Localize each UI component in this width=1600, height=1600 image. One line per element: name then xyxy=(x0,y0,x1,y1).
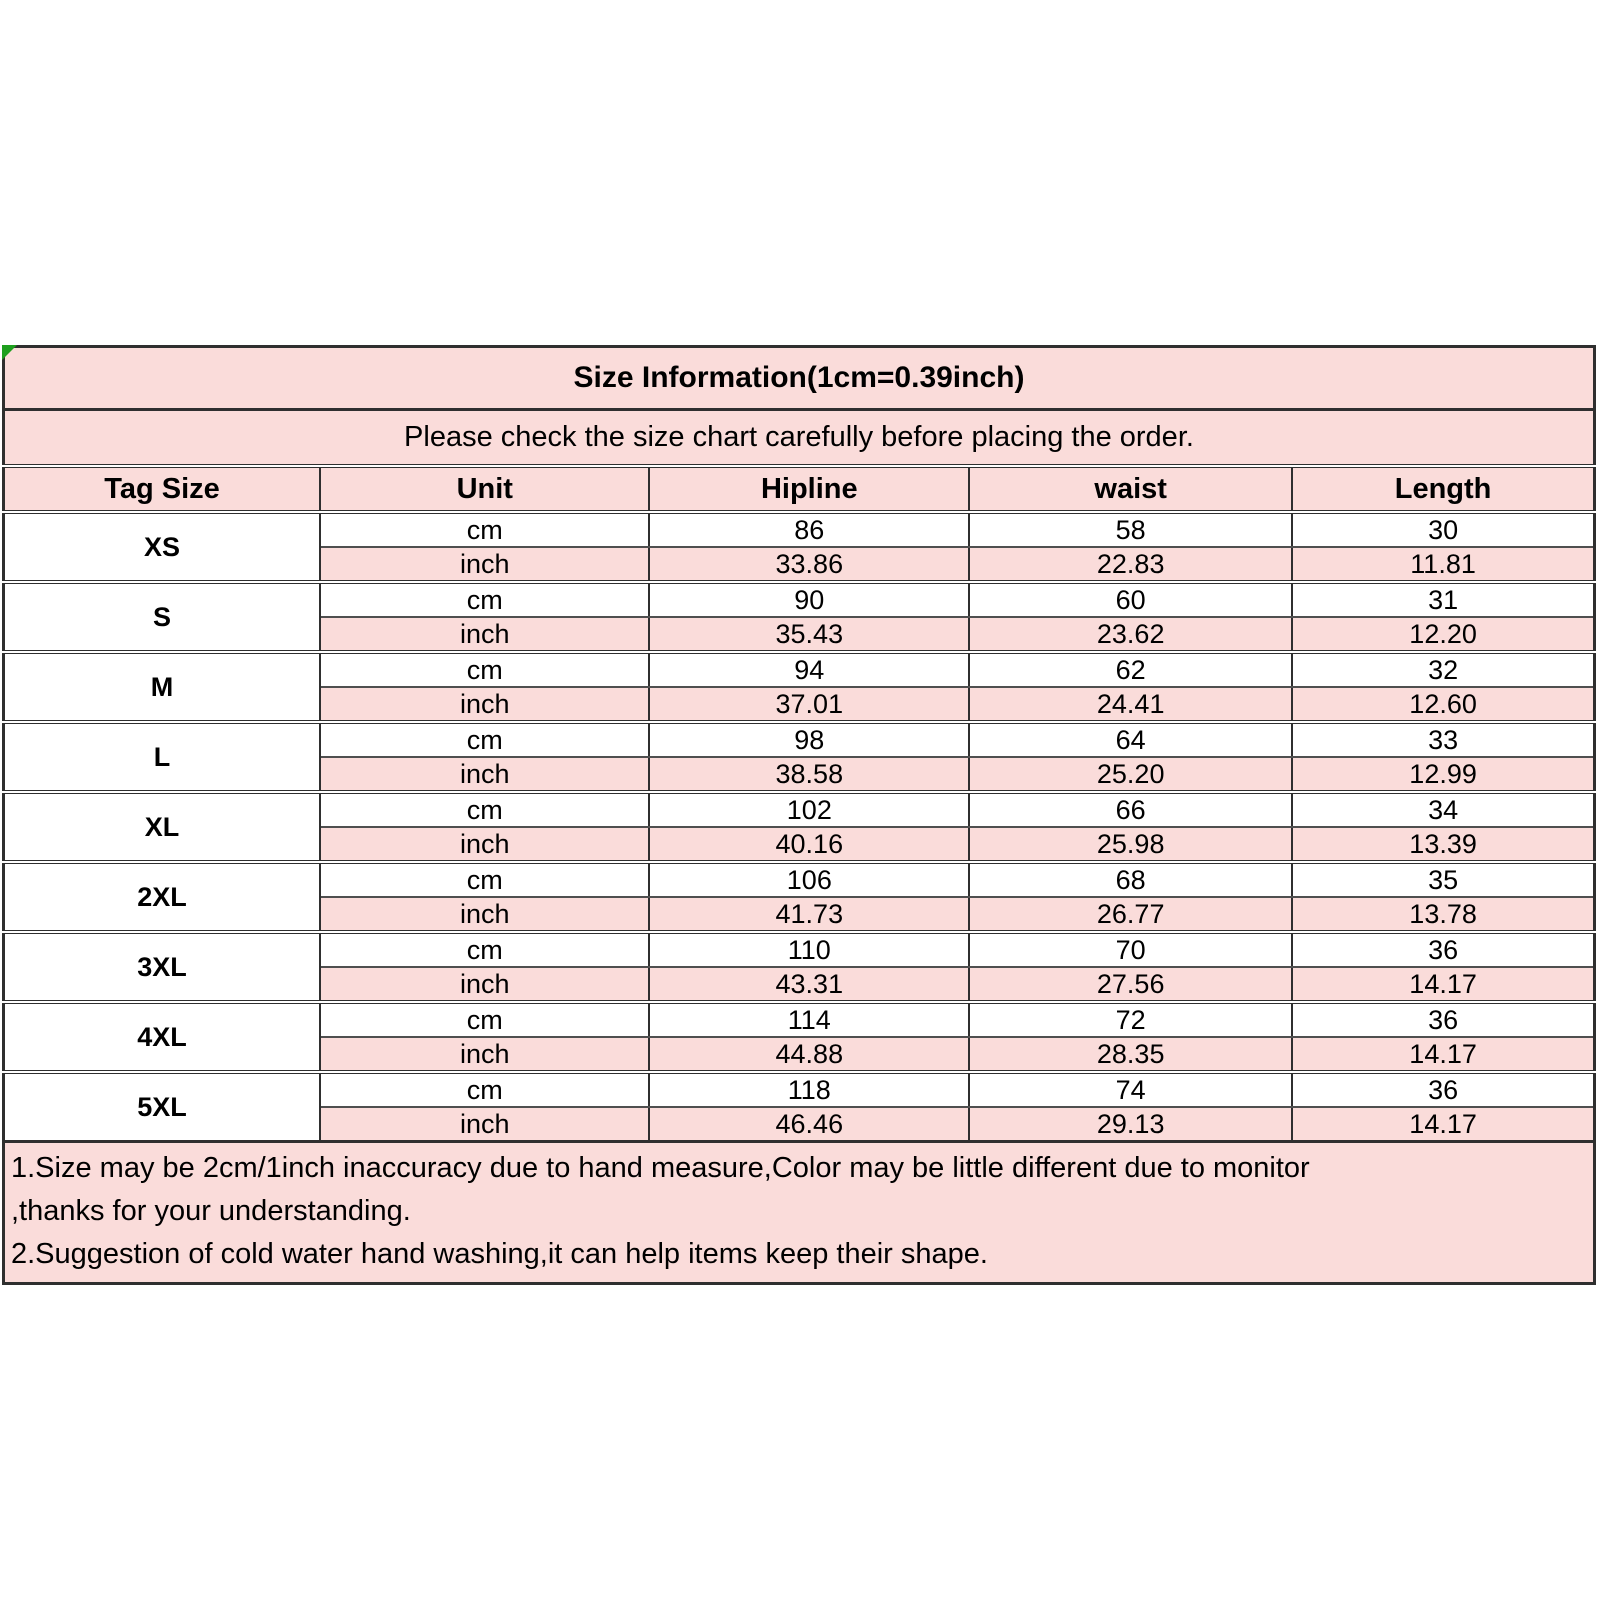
length-cell: 30 xyxy=(1292,512,1594,547)
waist-cell: 25.20 xyxy=(969,757,1292,792)
hipline-cell: 94 xyxy=(649,652,969,687)
table-row xyxy=(4,1072,1595,1107)
hipline-cell: 114 xyxy=(649,1002,969,1037)
waist-cell: 26.77 xyxy=(969,897,1292,932)
tag-size-cell: 4XL xyxy=(4,1002,321,1072)
column-header-row xyxy=(4,466,1595,512)
length-cell: 12.20 xyxy=(1292,617,1594,652)
waist-cell: 27.56 xyxy=(969,967,1292,1002)
length-cell: 36 xyxy=(1292,1072,1594,1107)
tag-size-cell: XS xyxy=(4,512,321,582)
unit-cell: cm xyxy=(320,862,649,897)
hipline-cell: 44.88 xyxy=(649,1037,969,1072)
title-row xyxy=(4,347,1595,410)
hipline-cell: 118 xyxy=(649,1072,969,1107)
waist-cell: 58 xyxy=(969,512,1292,547)
notes-cell xyxy=(4,1142,1595,1284)
hipline-cell: 41.73 xyxy=(649,897,969,932)
waist-cell: 74 xyxy=(969,1072,1292,1107)
tag-size-cell: XL xyxy=(4,792,321,862)
length-cell: 14.17 xyxy=(1292,1037,1594,1072)
length-cell: 36 xyxy=(1292,1002,1594,1037)
unit-cell: cm xyxy=(320,652,649,687)
unit-cell: cm xyxy=(320,1072,649,1107)
subtitle-row xyxy=(4,410,1595,467)
waist-cell: 28.35 xyxy=(969,1037,1292,1072)
hipline-cell: 40.16 xyxy=(649,827,969,862)
length-cell: 13.78 xyxy=(1292,897,1594,932)
column-header-hipline: Hipline xyxy=(649,466,969,512)
waist-cell: 72 xyxy=(969,1002,1292,1037)
waist-cell: 25.98 xyxy=(969,827,1292,862)
unit-cell: inch xyxy=(320,1037,649,1072)
hipline-cell: 37.01 xyxy=(649,687,969,722)
waist-cell: 70 xyxy=(969,932,1292,967)
waist-cell: 62 xyxy=(969,652,1292,687)
length-cell: 14.17 xyxy=(1292,967,1594,1002)
table-title: Size Information(1cm=0.39inch) xyxy=(4,347,1595,410)
length-cell: 36 xyxy=(1292,932,1594,967)
tag-size-cell: L xyxy=(4,722,321,792)
length-cell: 34 xyxy=(1292,792,1594,827)
table-row xyxy=(4,512,1595,547)
hipline-cell: 33.86 xyxy=(649,547,969,582)
table-row xyxy=(4,722,1595,757)
length-cell: 12.60 xyxy=(1292,687,1594,722)
tag-size-cell: 5XL xyxy=(4,1072,321,1142)
waist-cell: 68 xyxy=(969,862,1292,897)
unit-cell: inch xyxy=(320,687,649,722)
table-row xyxy=(4,652,1595,687)
length-cell: 33 xyxy=(1292,722,1594,757)
hipline-cell: 43.31 xyxy=(649,967,969,1002)
length-cell: 12.99 xyxy=(1292,757,1594,792)
hipline-cell: 86 xyxy=(649,512,969,547)
note-line-1: 1.Size may be 2cm/1inch inaccuracy due to hand measure,Color may be little different due to monitor xyxy=(11,1152,1310,1184)
unit-cell: cm xyxy=(320,1002,649,1037)
hipline-cell: 102 xyxy=(649,792,969,827)
waist-cell: 64 xyxy=(969,722,1292,757)
table-row xyxy=(4,792,1595,827)
table-row xyxy=(4,932,1595,967)
hipline-cell: 106 xyxy=(649,862,969,897)
unit-cell: cm xyxy=(320,722,649,757)
table-row xyxy=(4,862,1595,897)
hipline-cell: 98 xyxy=(649,722,969,757)
unit-cell: cm xyxy=(320,932,649,967)
hipline-cell: 90 xyxy=(649,582,969,617)
tag-size-cell: 2XL xyxy=(4,862,321,932)
unit-cell: inch xyxy=(320,967,649,1002)
unit-cell: inch xyxy=(320,757,649,792)
column-header-tag-size: Tag Size xyxy=(4,466,321,512)
waist-cell: 23.62 xyxy=(969,617,1292,652)
tag-size-cell: S xyxy=(4,582,321,652)
column-header-waist: waist xyxy=(969,466,1292,512)
hipline-cell: 35.43 xyxy=(649,617,969,652)
unit-cell: inch xyxy=(320,617,649,652)
unit-cell: inch xyxy=(320,1107,649,1142)
note-line-3: 2.Suggestion of cold water hand washing,it can help items keep their shape. xyxy=(11,1238,988,1270)
size-chart-container xyxy=(2,345,1596,1285)
waist-cell: 60 xyxy=(969,582,1292,617)
length-cell: 31 xyxy=(1292,582,1594,617)
hipline-cell: 38.58 xyxy=(649,757,969,792)
waist-cell: 22.83 xyxy=(969,547,1292,582)
unit-cell: cm xyxy=(320,512,649,547)
length-cell: 13.39 xyxy=(1292,827,1594,862)
tag-size-cell: 3XL xyxy=(4,932,321,1002)
note-line-2: ,thanks for your understanding. xyxy=(11,1195,411,1227)
hipline-cell: 110 xyxy=(649,932,969,967)
waist-cell: 24.41 xyxy=(969,687,1292,722)
waist-cell: 29.13 xyxy=(969,1107,1292,1142)
green-corner-marker-icon xyxy=(2,345,17,360)
length-cell: 32 xyxy=(1292,652,1594,687)
size-chart-table xyxy=(2,345,1596,1285)
length-cell: 35 xyxy=(1292,862,1594,897)
table-subtitle: Please check the size chart carefully before placing the order. xyxy=(4,410,1595,467)
table-row xyxy=(4,582,1595,617)
unit-cell: cm xyxy=(320,582,649,617)
column-header-length: Length xyxy=(1292,466,1594,512)
notes-row xyxy=(4,1142,1595,1284)
unit-cell: inch xyxy=(320,827,649,862)
unit-cell: inch xyxy=(320,897,649,932)
tag-size-cell: M xyxy=(4,652,321,722)
unit-cell: cm xyxy=(320,792,649,827)
length-cell: 14.17 xyxy=(1292,1107,1594,1142)
unit-cell: inch xyxy=(320,547,649,582)
column-header-unit: Unit xyxy=(320,466,649,512)
table-row xyxy=(4,1002,1595,1037)
waist-cell: 66 xyxy=(969,792,1292,827)
length-cell: 11.81 xyxy=(1292,547,1594,582)
hipline-cell: 46.46 xyxy=(649,1107,969,1142)
